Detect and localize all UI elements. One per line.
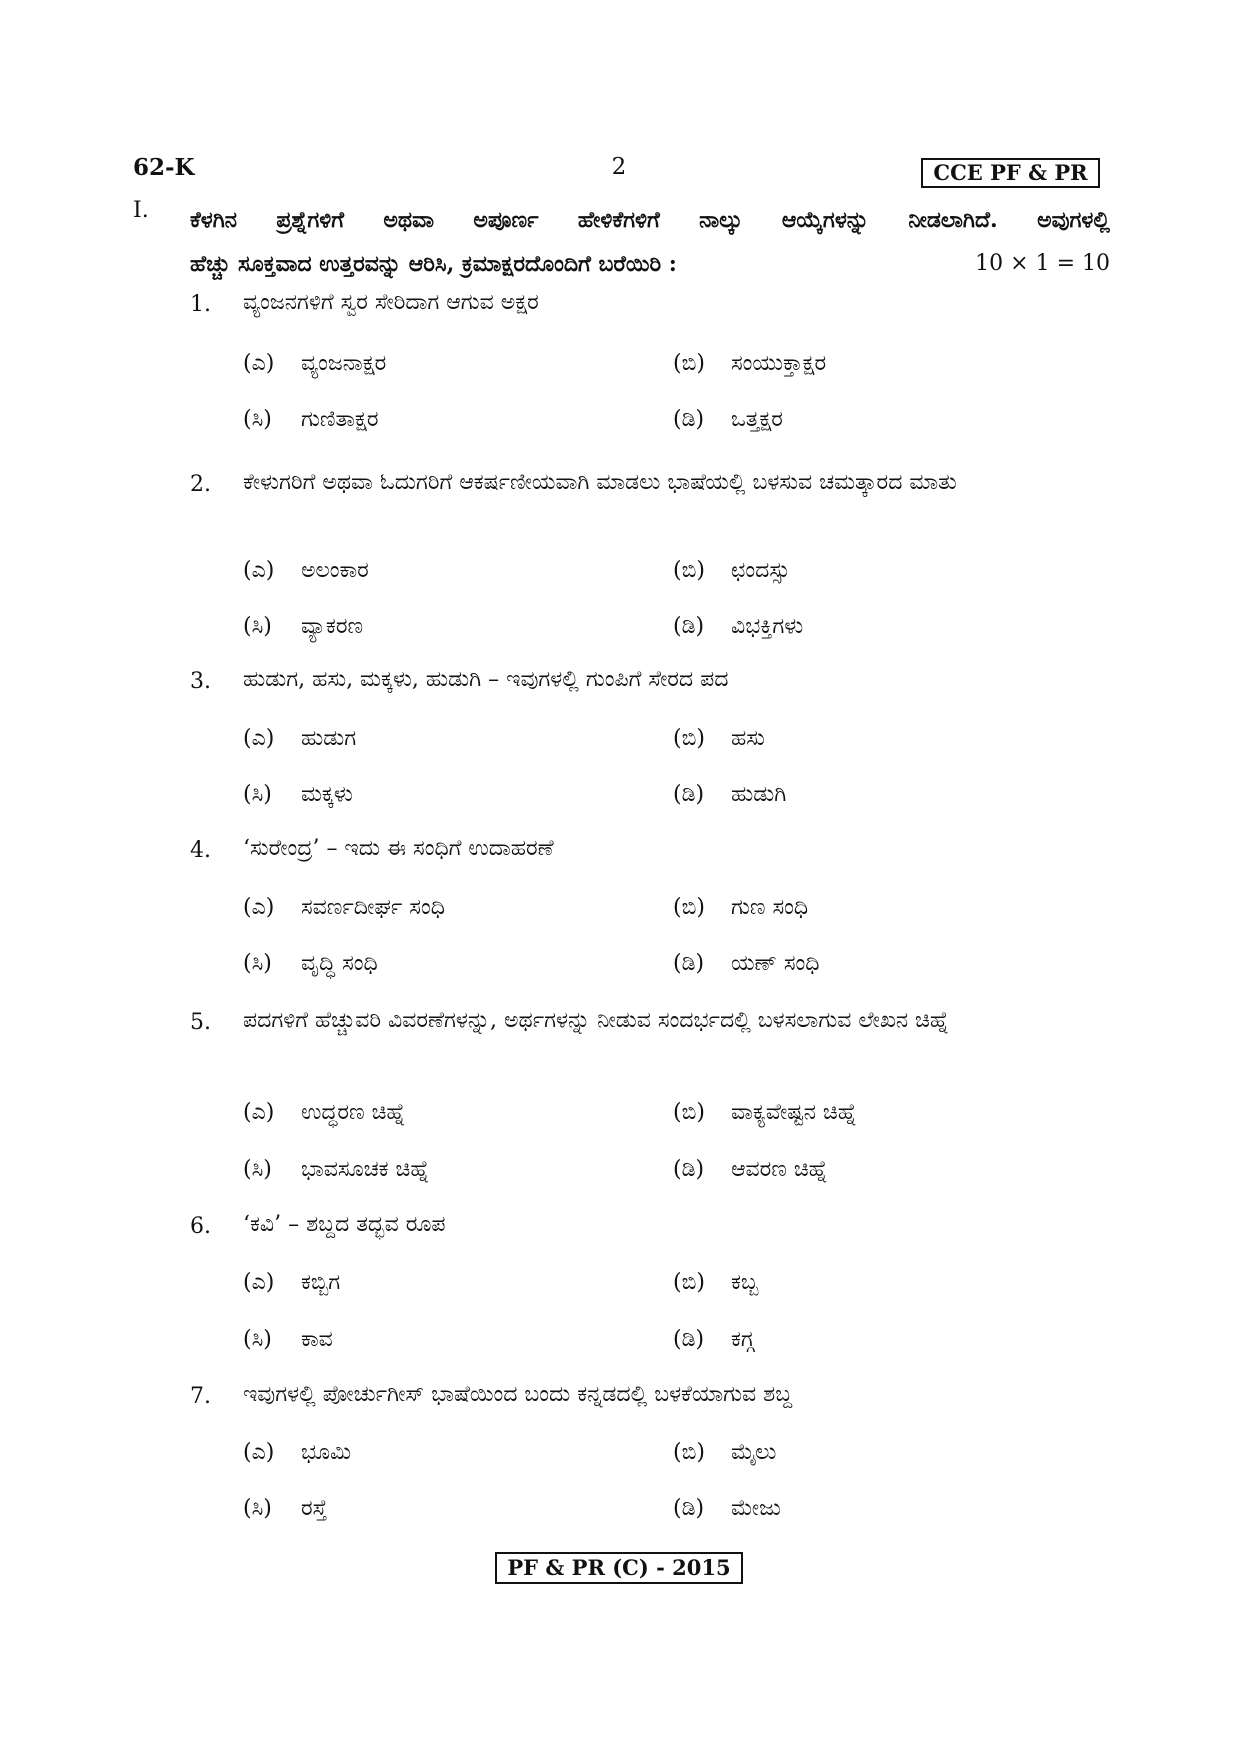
- option-text: ಯಣ್ ಸಂಧಿ: [731, 951, 820, 976]
- option-b: [673, 1270, 758, 1295]
- option-label: (ಬಿ): [673, 1100, 705, 1125]
- option-text: ಮಕ್ಕಳು: [301, 782, 353, 807]
- option-label: (ಸಿ): [243, 951, 272, 976]
- option-d: [673, 782, 786, 807]
- option-text: ಉದ್ಧರಣ ಚಿಹ್ನೆ: [301, 1100, 406, 1125]
- option-text: ಸಂಯುಕ್ತಾಕ್ಷರ: [731, 351, 827, 376]
- option-label: (ಬಿ): [673, 726, 705, 751]
- option-c: [243, 782, 353, 807]
- option-b: [673, 895, 808, 920]
- option-label: (ಬಿ): [673, 1440, 705, 1465]
- option-label: (ಸಿ): [243, 614, 272, 639]
- option-label: (ಡಿ): [673, 407, 705, 432]
- option-label: (ಬಿ): [673, 351, 705, 376]
- instruction-line-1: ಕೆಳಗಿನ ಪ್ರಶ್ನೆಗಳಿಗೆ ಅಥವಾ ಅಪೂರ್ಣ ಹೇಳಿಕೆಗಳಿಗೆ ನಾಲ್ಕು ಆಯ್ಕೆಗಳನ್ನು ನೀಡಲಾಗಿದೆ. ಅವುಗಳಲ್ಲಿ: [190, 207, 1110, 233]
- option-text: ಅಲಂಕಾರ: [301, 558, 369, 583]
- section-number: I.: [133, 198, 149, 223]
- option-text: ಮೇಜು: [731, 1496, 781, 1521]
- question-number: 2.: [190, 472, 211, 497]
- option-text: ಹುಡುಗಿ: [731, 782, 787, 807]
- option-label: (ಬಿ): [673, 895, 705, 920]
- option-text: ರಸ್ತೆ: [301, 1496, 328, 1521]
- option-text: ಹಸು: [731, 726, 765, 751]
- option-text: ಗುಣಿತಾಕ್ಷರ: [301, 407, 379, 432]
- option-a: [243, 1100, 405, 1125]
- option-label: (ಬಿ): [673, 1270, 705, 1295]
- option-b: [673, 726, 765, 751]
- instruction-text: ಹೆಚ್ಚು ಸೂಕ್ತವಾದ ಉತ್ತರವನ್ನು ಆರಿಸಿ, ಕ್ರಮಾಕ್ಷರದೊಂದಿಗೆ ಬರೆಯಿರಿ :: [190, 251, 677, 277]
- option-a: [243, 351, 386, 376]
- option-label: (ಬಿ): [673, 558, 705, 583]
- option-text: ಹುಡುಗ: [301, 726, 357, 751]
- option-a: [243, 558, 369, 583]
- option-c: [243, 614, 363, 639]
- option-c: [243, 1496, 327, 1521]
- footer-code-box: PF & PR (C) - 2015: [495, 1552, 743, 1584]
- option-text: ಸವರ್ಣದೀರ್ಘ ಸಂಧಿ: [301, 895, 445, 920]
- option-text: ಗುಣ ಸಂಧಿ: [731, 895, 809, 920]
- instruction-line-2: [190, 242, 1110, 286]
- option-text: ಆವರಣ ಚಿಹ್ನೆ: [731, 1157, 828, 1182]
- option-b: [673, 558, 790, 583]
- option-label: (ಸಿ): [243, 1327, 272, 1352]
- option-label: (ಡಿ): [673, 1496, 705, 1521]
- option-label: (ಸಿ): [243, 1157, 272, 1182]
- option-label: (ಎ): [243, 1100, 275, 1125]
- option-text: ಒತ್ತಕ್ಷರ: [731, 407, 783, 432]
- question-number: 1.: [190, 292, 211, 317]
- question-text: ಇವುಗಳಲ್ಲಿ ಪೋರ್ಚುಗೀಸ್ ಭಾಷೆಯಿಂದ ಬಂದು ಕನ್ನಡದಲ್ಲಿ ಬಳಕೆಯಾಗುವ ಶಬ್ದ: [243, 1382, 793, 1407]
- option-text: ಛಂದಸ್ಸು: [731, 558, 791, 583]
- question-text: ‘ಸುರೇಂದ್ರ’ – ಇದು ಈ ಸಂಧಿಗೆ ಉದಾಹರಣೆ: [243, 836, 554, 861]
- option-text: ಕಬ್ಬ: [731, 1270, 759, 1295]
- option-label: (ಸಿ): [243, 1496, 272, 1521]
- question-number: 3.: [190, 669, 211, 694]
- option-b: [673, 1440, 776, 1465]
- option-c: [243, 951, 378, 976]
- option-label: (ಡಿ): [673, 1157, 705, 1182]
- question-text: ಕೇಳುಗರಿಗೆ ಅಥವಾ ಓದುಗರಿಗೆ ಆಕರ್ಷಣೀಯವಾಗಿ ಮಾಡಲು ಭಾಷೆಯಲ್ಲಿ ಬಳಸುವ ಚಮತ್ಕಾರದ ಮಾತು: [243, 470, 957, 495]
- option-text: ಕಾವ: [301, 1327, 333, 1352]
- option-text: ವಾಕ್ಯವೇಷ್ಟನ ಚಿಹ್ನೆ: [731, 1100, 857, 1125]
- question-text: ಹುಡುಗ, ಹಸು, ಮಕ್ಕಳು, ಹುಡುಗಿ – ಇವುಗಳಲ್ಲಿ ಗುಂಪಿಗೆ ಸೇರದ ಪದ: [243, 667, 729, 692]
- option-text: ವ್ಯಂಜನಾಕ್ಷರ: [301, 351, 387, 376]
- section-instruction: [190, 198, 1110, 286]
- question-number: 4.: [190, 838, 211, 863]
- option-text: ವೃದ್ಧಿ ಸಂಧಿ: [301, 951, 378, 976]
- option-text: ಭಾವಸೂಚಕ ಚಿಹ್ನೆ: [301, 1157, 430, 1182]
- option-label: (ಡಿ): [673, 782, 705, 807]
- subject-box: CCE PF & PR: [921, 158, 1100, 188]
- option-d: [673, 614, 803, 639]
- option-c: [243, 1327, 333, 1352]
- option-d: [673, 1327, 754, 1352]
- question-number: 7.: [190, 1384, 211, 1409]
- question-text: ವ್ಯಂಜನಗಳಿಗೆ ಸ್ವರ ಸೇರಿದಾಗ ಆಗುವ ಅಕ್ಷರ: [243, 290, 539, 315]
- marks-allocation: 10 × 1 = 10: [975, 251, 1110, 276]
- option-label: (ಎ): [243, 351, 275, 376]
- option-d: [673, 407, 783, 432]
- option-b: [673, 351, 826, 376]
- option-c: [243, 407, 378, 432]
- paper-code: 62-K: [133, 154, 195, 181]
- question-text: ಪದಗಳಿಗೆ ಹೆಚ್ಚುವರಿ ವಿವರಣೆಗಳನ್ನು, ಅರ್ಥಗಳನ್ನು ನೀಡುವ ಸಂದರ್ಭದಲ್ಲಿ ಬಳಸಲಾಗುವ ಲೇಖನ ಚಿಹ್ನೆ: [243, 1008, 949, 1033]
- option-label: (ಎ): [243, 1270, 275, 1295]
- option-text: ವ್ಯಾಕರಣ: [301, 614, 364, 639]
- option-text: ಕಬ್ಬಿಗ: [301, 1270, 341, 1295]
- option-d: [673, 1157, 828, 1182]
- question-number: 5.: [190, 1010, 211, 1035]
- option-label: (ಎ): [243, 1440, 275, 1465]
- option-text: ಮೈಲು: [731, 1440, 777, 1465]
- option-c: [243, 1157, 429, 1182]
- option-label: (ಎ): [243, 558, 275, 583]
- option-a: [243, 1270, 340, 1295]
- option-text: ಭೂಮಿ: [301, 1440, 352, 1465]
- option-label: (ಎ): [243, 895, 275, 920]
- option-a: [243, 895, 445, 920]
- option-d: [673, 951, 819, 976]
- option-text: ಕಗ್ಗ: [731, 1327, 755, 1352]
- option-d: [673, 1496, 781, 1521]
- page-number: 2: [611, 154, 627, 180]
- option-text: ವಿಭಕ್ತಿಗಳು: [731, 614, 804, 639]
- option-label: (ಎ): [243, 726, 275, 751]
- option-b: [673, 1100, 857, 1125]
- option-label: (ಸಿ): [243, 782, 272, 807]
- option-label: (ಡಿ): [673, 1327, 705, 1352]
- option-a: [243, 1440, 351, 1465]
- option-label: (ಸಿ): [243, 407, 272, 432]
- question-number: 6.: [190, 1214, 211, 1239]
- option-a: [243, 726, 356, 751]
- question-text: ‘ಕವಿ’ – ಶಬ್ದದ ತದ್ಭವ ರೂಪ: [243, 1212, 446, 1237]
- option-label: (ಡಿ): [673, 951, 705, 976]
- option-label: (ಡಿ): [673, 614, 705, 639]
